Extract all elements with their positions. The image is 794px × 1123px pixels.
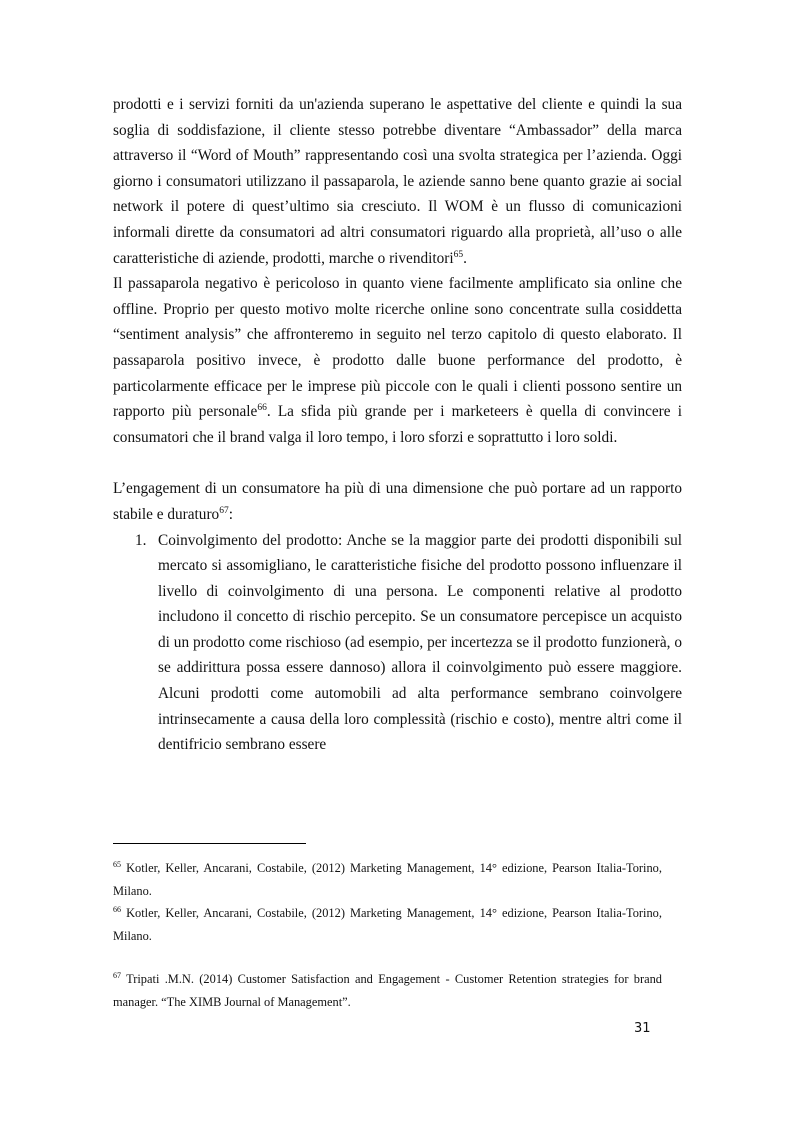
paragraph-wom-end: . <box>463 249 467 267</box>
paragraph-engagement-end: : <box>228 505 233 523</box>
list-item-number: 1. <box>135 531 147 549</box>
paragraph-wom-text: prodotti e i servizi forniti da un'azienda superano le aspettative del cliente e quindi la sua soglia di soddisfazione, il cliente stesso potrebbe diventare “Ambassador” della marca attraverso il “Word of Mouth” rappresentando così una svolta strategica per l’azienda. Oggi giorno i consumatori utilizzano il passaparola, le aziende sanno bene quanto grazie ai social network il potere di quest’ultimo sia cresciuto. Il WOM è un flusso di comunicazioni informali dirette da consumatori ad altri consumatori riguardo alla proprietà, all’uso o alle caratteristiche di aziende, prodotti, marche o rivenditori <box>113 96 682 267</box>
paragraph-passaparola-end: . La sfida più grande per i marketeers è quella di convincere i consumatori che il brand valga il loro tempo, i loro sforzi e soprattutto i loro soldi. <box>113 403 682 446</box>
paragraph-passaparola-text: Il passaparola negativo è pericoloso in quanto viene facilmente amplificato sia online che offline. Proprio per questo motivo molte ricerche online sono concentrate sulla cosiddetta “sentiment analysis” che affronteremo in seguito nel terzo capitolo di questo elaborato. Il passaparola positivo invece, è prodotto dalle buone performance del prodotto, è particolarmente efficace per le imprese più piccole con le quali i clienti possono sentire un rapporto più personale <box>113 275 682 421</box>
footnote-ref-65[interactable]: 65 <box>453 249 464 260</box>
list-item <box>113 528 682 758</box>
engagement-dimensions-list <box>113 528 682 758</box>
main-text <box>113 92 682 758</box>
footnote-spacer <box>113 947 662 968</box>
footnote-marker: 66 <box>113 904 121 914</box>
footnote-67 <box>113 968 662 1013</box>
footnote-marker: 65 <box>113 859 121 869</box>
footnote-65 <box>113 857 662 902</box>
footnotes <box>113 857 662 1013</box>
paragraph-wom <box>113 92 682 271</box>
footnote-ref-67[interactable]: 67 <box>219 505 229 516</box>
paragraph-engagement-text: L’engagement di un consumatore ha più di una dimensione che può portare ad un rapporto stabile e duraturo <box>113 480 682 523</box>
footnote-separator <box>113 843 306 844</box>
paragraph-engagement <box>113 476 682 527</box>
footnote-66 <box>113 902 662 947</box>
footnote-text: Kotler, Keller, Ancarani, Costabile, (2012) Marketing Management, 14° edizione, Pearson Italia-Torino, Milano. <box>113 906 662 943</box>
footnote-text: Kotler, Keller, Ancarani, Costabile, (2012) Marketing Management, 14° edizione, Pearson Italia-Torino, Milano. <box>113 861 662 898</box>
footnote-ref-66[interactable]: 66 <box>257 403 267 414</box>
footnote-text: Tripati .M.N. (2014) Customer Satisfaction and Engagement - Customer Retention strategies for brand manager. “The XIMB Journal of Management”. <box>113 972 663 1009</box>
page-number: 31 <box>634 1021 651 1036</box>
footnote-marker: 67 <box>113 970 121 980</box>
paragraph-spacer <box>113 450 682 476</box>
list-item-text: Coinvolgimento del prodotto: Anche se la maggior parte dei prodotti disponibili sul mercato si assomigliano, le caratteristiche fisiche del prodotto possono influenzare il livello di coinvolgimento di una persona. Le componenti relative al prodotto includono il concetto di rischio percepito. Se un consumatore percepisce un acquisto di un prodotto come rischioso (ad esempio, per incertezza se il prodotto funzionerà, o se addirittura possa essere dannoso) allora il coinvolgimento può essere maggiore. Alcuni prodotti come automobili ad alta performance sembrano coinvolgere intrinsecamente a causa della loro complessità (rischio e costo), mentre altri come il dentifricio sembrano essere <box>158 531 682 754</box>
paragraph-passaparola <box>113 271 682 450</box>
